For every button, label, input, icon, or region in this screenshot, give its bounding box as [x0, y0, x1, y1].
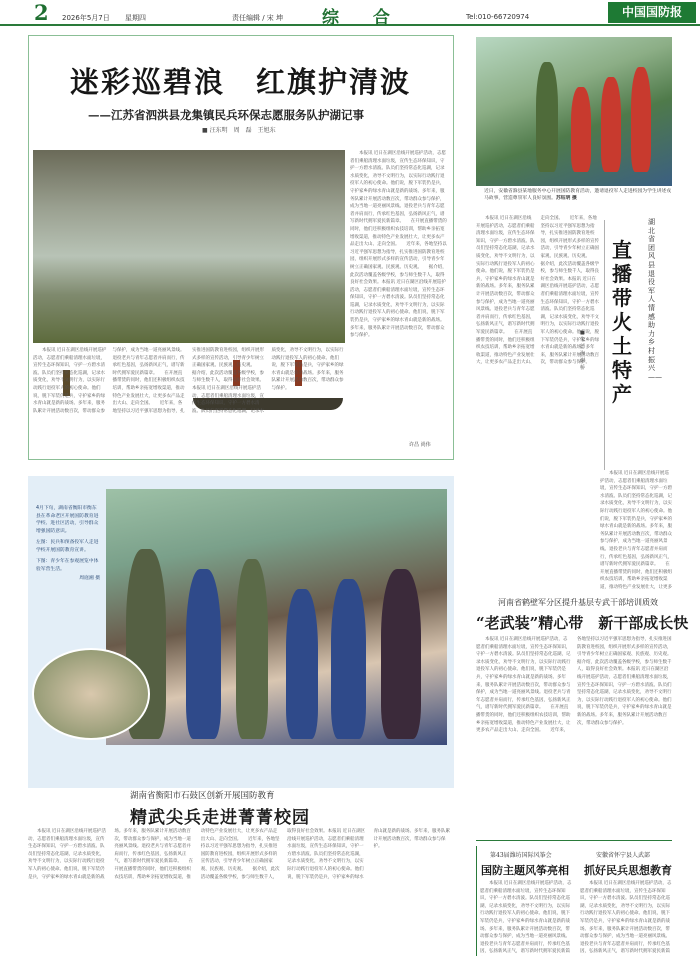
- art5-kicker: 第43届潍坊国际风筝会: [490, 852, 552, 859]
- photo-story-caption: [36, 505, 100, 583]
- art5-body: [480, 880, 574, 956]
- page-number: 2: [34, 0, 49, 25]
- issue-date: 2026年5月7日: [62, 14, 110, 22]
- lead-title: 迷彩巡碧浪 红旗护清波: [70, 65, 412, 99]
- art6-kicker: 安徽省怀宁县人武部: [596, 852, 651, 859]
- art5-title: 国防主题风筝亮相: [481, 864, 569, 877]
- side-title: 直播带火土特产: [612, 238, 632, 406]
- lead-author-end: 许昌 尚伟: [409, 442, 431, 448]
- caption-b: 左图：民兵和预备役军人走进学校开展国防教育宣讲。: [36, 540, 99, 553]
- art3-kicker: 湖南省衡阳市石鼓区创新开展国防教育: [130, 791, 275, 801]
- lead-body-bottom: [33, 347, 345, 447]
- weekday: 星期四: [125, 14, 146, 22]
- art3-body: [28, 828, 454, 958]
- school-visit-photo: [476, 37, 672, 186]
- lead-body-right: [350, 150, 448, 440]
- side-body-right: [600, 470, 672, 590]
- lead-byline: ■ 汪东明 周 磊 王旭东: [202, 127, 276, 134]
- side-byline: ■ 朱德海 谢 桥: [580, 330, 591, 371]
- caption-credit: 周庭湘 摄: [79, 576, 100, 581]
- side-kicker: 湖北省团风县退役军人情感助力乡村振兴——: [648, 218, 662, 381]
- lead-subtitle: ——江苏省泗洪县龙集镇民兵环保志愿服务队护湖记事: [88, 108, 364, 122]
- caption-main: 4月下旬，湖南省衡阳市衡东县在革命老区开展国防教育进学校、进社区活动，引导群众增强国防意识。: [36, 506, 99, 534]
- art4-body: [476, 636, 672, 836]
- caption-c: 下图：青少年在参观展览中体验军营生活。: [36, 559, 99, 572]
- phone: Tel:010-66720974: [466, 13, 530, 21]
- editor: 责任编辑 / 宋 坤: [232, 14, 284, 22]
- newspaper-logo: 中国国防报: [608, 2, 696, 23]
- photo-caption-2: [484, 188, 672, 202]
- art3-title: 精武尖兵走进菁菁校园: [130, 808, 310, 828]
- section-title: 综 合: [322, 8, 404, 28]
- art6-title: 抓好民兵思想教育: [584, 864, 672, 877]
- national-defense-photo: [106, 489, 447, 745]
- inset-photo: [32, 648, 150, 740]
- caption-text: 近日，安徽省滁县某地服务中心开展国防教育活动，邀请退役军人走进校园为学生讲述戎马故事，营造尊崇军人良好氛围。: [484, 189, 672, 201]
- patrol-photo: [33, 150, 345, 343]
- art4-title: “老武装”精心带 新干部成长快: [476, 614, 689, 632]
- art4-kicker: 河南省鹤壁军分区提升基层专武干部培训质效: [498, 598, 658, 607]
- art6-body: [580, 880, 672, 956]
- caption-credit: 苏钰明 摄: [555, 196, 577, 201]
